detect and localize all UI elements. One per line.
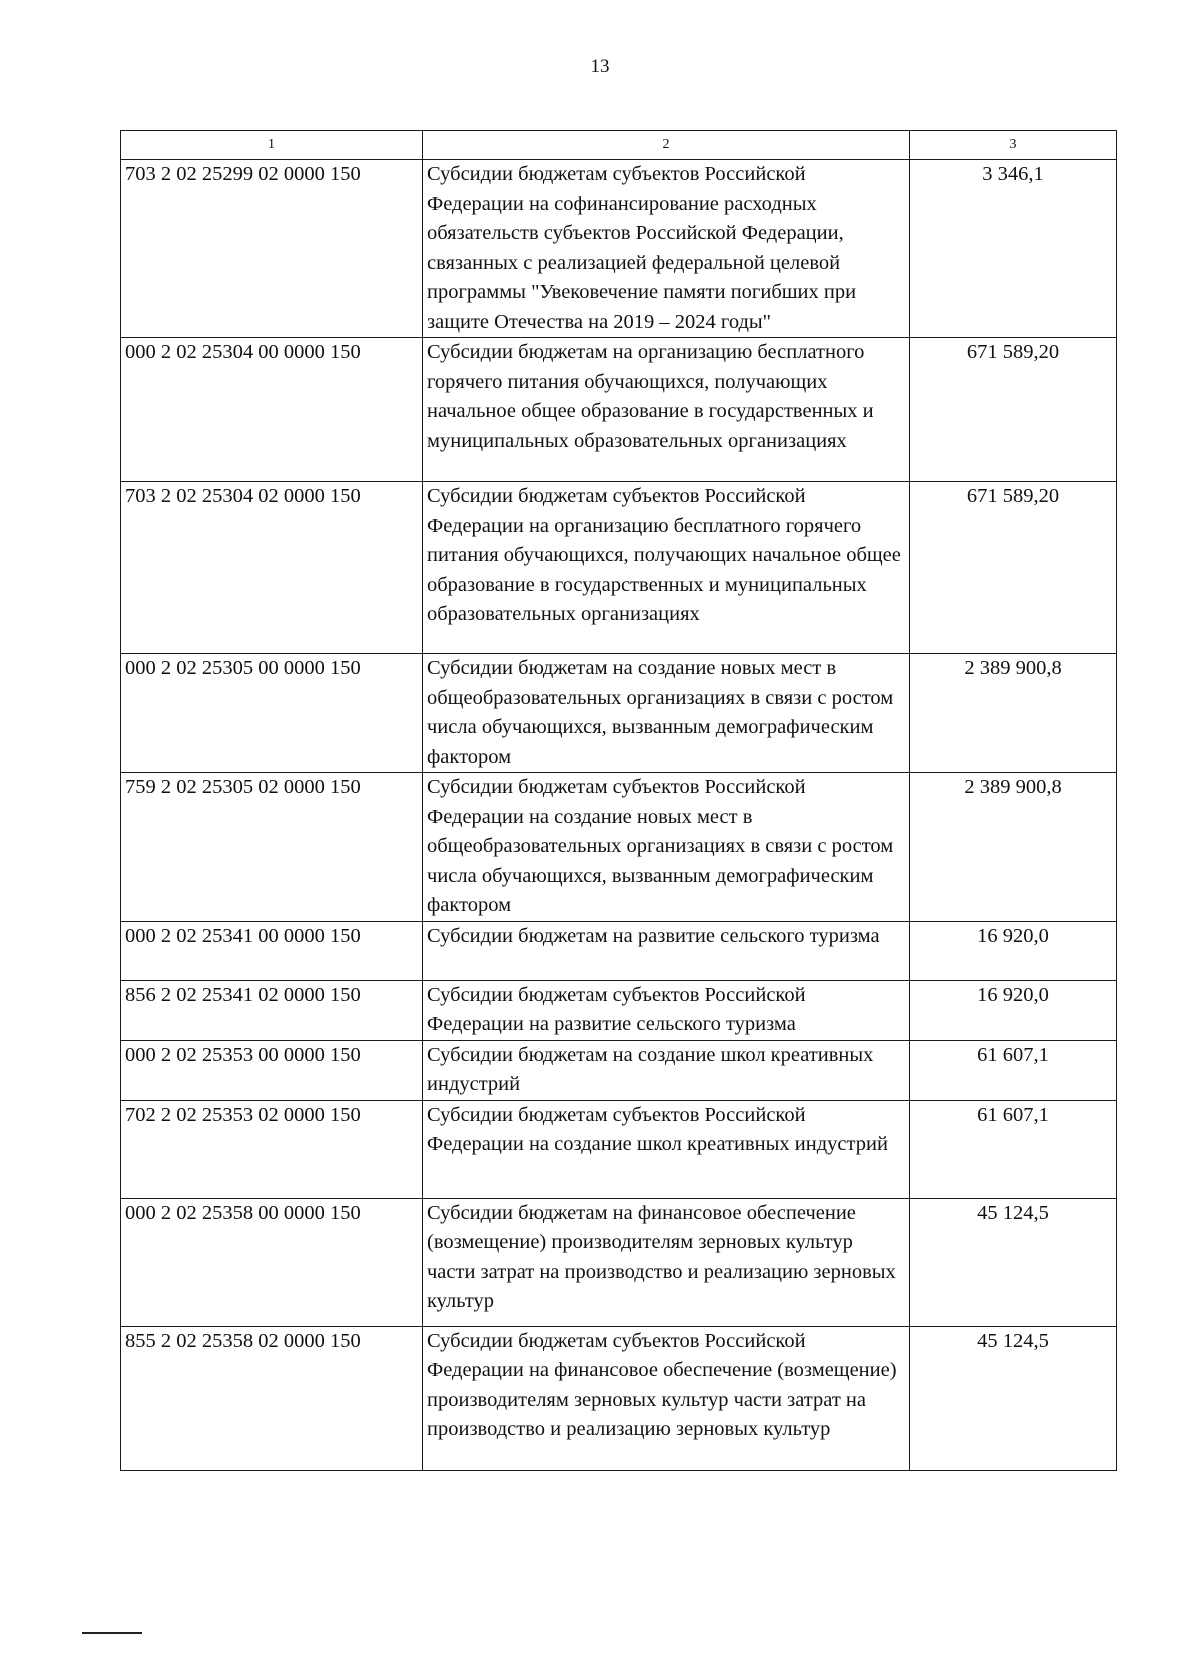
- budget-code: 000 2 02 25304 00 0000 150: [121, 338, 423, 482]
- budget-code: 000 2 02 25353 00 0000 150: [121, 1040, 423, 1100]
- budget-code: 759 2 02 25305 02 0000 150: [121, 773, 423, 922]
- table-row: [121, 773, 1117, 922]
- page-number: 13: [590, 56, 610, 77]
- table-row: [121, 1100, 1117, 1198]
- budget-code: 702 2 02 25353 02 0000 150: [121, 1100, 423, 1198]
- table-row: [121, 1326, 1117, 1470]
- income-description: Субсидии бюджетам субъектов Российской Федерации на развитие сельского туризма: [423, 980, 910, 1040]
- budget-code: 703 2 02 25299 02 0000 150: [121, 160, 423, 338]
- income-description: Субсидии бюджетам субъектов Российской Федерации на создание школ креативных индустрий: [423, 1100, 910, 1198]
- budget-code: 000 2 02 25358 00 0000 150: [121, 1198, 423, 1326]
- amount: 16 920,0: [910, 980, 1117, 1040]
- table-row: [121, 921, 1117, 980]
- header-col-3: 3: [910, 131, 1117, 160]
- amount: 61 607,1: [910, 1100, 1117, 1198]
- budget-code: 000 2 02 25305 00 0000 150: [121, 654, 423, 773]
- amount: 2 389 900,8: [910, 654, 1117, 773]
- amount: 16 920,0: [910, 921, 1117, 980]
- header-row: [121, 131, 1117, 160]
- budget-table: [120, 130, 1117, 1471]
- table-row: [121, 338, 1117, 482]
- amount: 671 589,20: [910, 338, 1117, 482]
- footer-dash-mark: [82, 1632, 142, 1634]
- table-body: [121, 160, 1117, 1471]
- income-description: Субсидии бюджетам на развитие сельского туризма: [423, 921, 910, 980]
- income-description: Субсидии бюджетам субъектов Российской Федерации на создание новых мест в общеобразовательных организациях в связи с ростом числа обучающихся, вызванным демографическим фактором: [423, 773, 910, 922]
- table-row: [121, 160, 1117, 338]
- budget-code: 855 2 02 25358 02 0000 150: [121, 1326, 423, 1470]
- income-description: Субсидии бюджетам на финансовое обеспечение (возмещение) производителям зерновых культур части затрат на производство и реализацию зерновых культур: [423, 1198, 910, 1326]
- table-row: [121, 482, 1117, 654]
- income-description: Субсидии бюджетам субъектов Российской Федерации на софинансирование расходных обязательств субъектов Российской Федерации, связанных с реализацией федеральной целевой программы "Увековечение памяти погибших при защите Отечества на 2019 – 2024 годы": [423, 160, 910, 338]
- income-description: Субсидии бюджетам субъектов Российской Федерации на финансовое обеспечение (возмещение) производителям зерновых культур части затрат на производство и реализацию зерновых культур: [423, 1326, 910, 1470]
- budget-code: 856 2 02 25341 02 0000 150: [121, 980, 423, 1040]
- income-description: Субсидии бюджетам на создание новых мест в общеобразовательных организациях в связи с ростом числа обучающихся, вызванным демографическим фактором: [423, 654, 910, 773]
- amount: 45 124,5: [910, 1326, 1117, 1470]
- budget-code: 000 2 02 25341 00 0000 150: [121, 921, 423, 980]
- header-col-1: 1: [121, 131, 423, 160]
- amount: 671 589,20: [910, 482, 1117, 654]
- amount: 3 346,1: [910, 160, 1117, 338]
- table-header: [121, 131, 1117, 160]
- budget-code: 703 2 02 25304 02 0000 150: [121, 482, 423, 654]
- amount: 61 607,1: [910, 1040, 1117, 1100]
- income-description: Субсидии бюджетам на организацию бесплатного горячего питания обучающихся, получающих начальное общее образование в государственных и муниципальных образовательных организациях: [423, 338, 910, 482]
- table-row: [121, 1198, 1117, 1326]
- income-description: Субсидии бюджетам субъектов Российской Федерации на организацию бесплатного горячего питания обучающихся, получающих начальное общее образование в государственных и муниципальных образовательных организациях: [423, 482, 910, 654]
- table-row: [121, 654, 1117, 773]
- header-col-2: 2: [423, 131, 910, 160]
- table-row: [121, 980, 1117, 1040]
- income-description: Субсидии бюджетам на создание школ креативных индустрий: [423, 1040, 910, 1100]
- amount: 2 389 900,8: [910, 773, 1117, 922]
- table-row: [121, 1040, 1117, 1100]
- amount: 45 124,5: [910, 1198, 1117, 1326]
